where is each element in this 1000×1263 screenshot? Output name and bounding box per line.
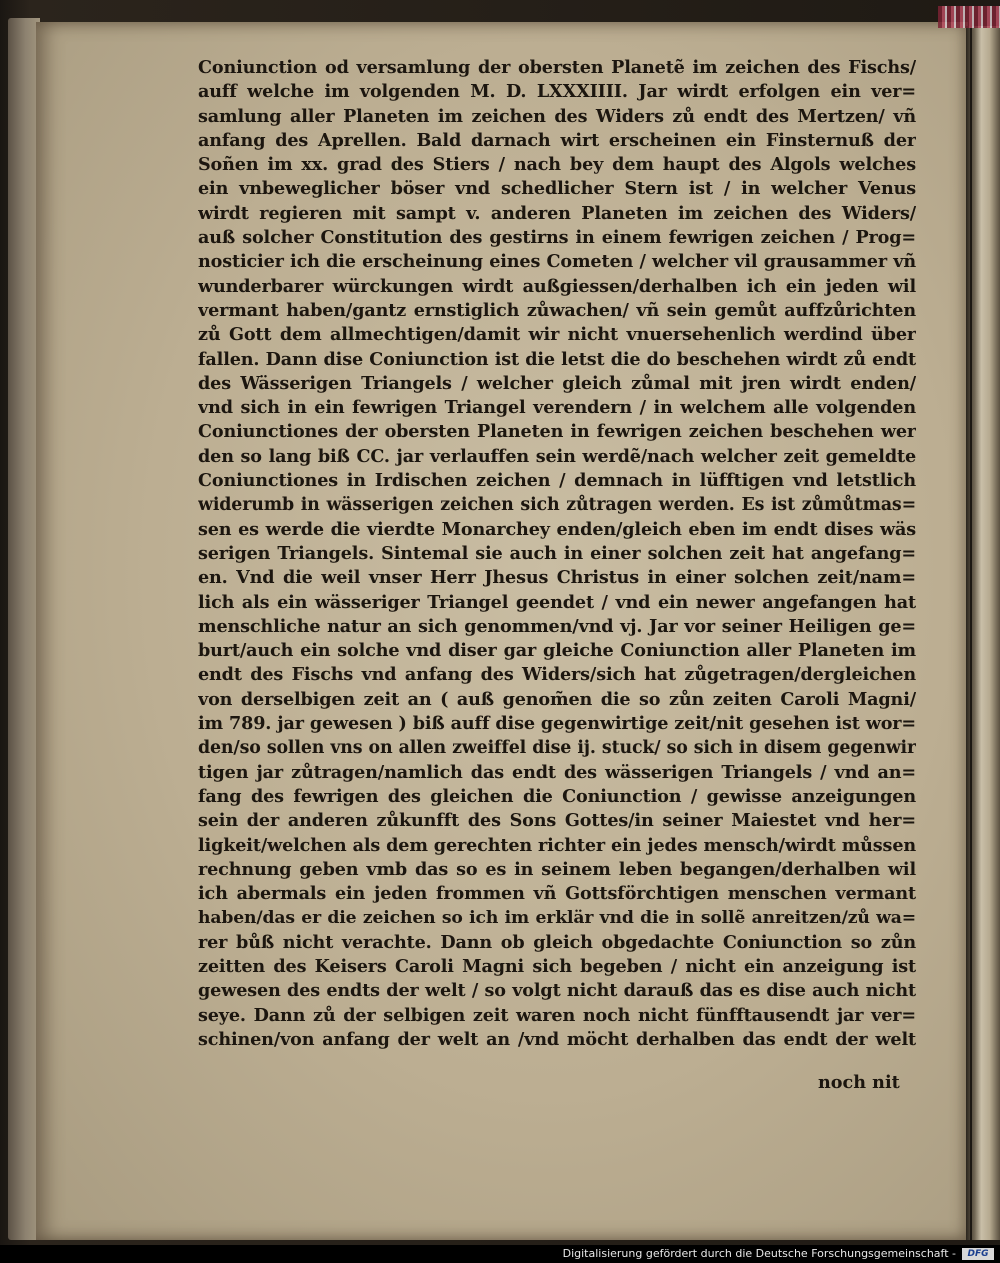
text-line: Coniunction od versamlung der obersten Planetẽ im zeichen des Fischs/ (198, 57, 916, 78)
text-line: wunderbarer würckungen wirdt außgiessen/derhalben ich ein jeden wil (198, 275, 916, 297)
text-line: von derselbigen zeit an ( auß genom̃en die so zůn zeiten Caroli Magni/ (198, 688, 916, 710)
text-line: samlung aller Planeten im zeichen des Widers zů endt des Mertzen/ vñ (198, 105, 916, 127)
text-line: fallen. Dann dise Coniunction ist die letst die do beschehen wirdt zů endt (198, 348, 916, 370)
footer-bar (0, 1245, 1000, 1263)
funding-credit: Digitalisierung gefördert durch die Deutsche Forschungsgemeinschaft - (562, 1247, 956, 1260)
text-line: wirdt regieren mit sampt v. anderen Planeten im zeichen des Widers/ (198, 202, 916, 224)
text-line: ich abermals ein jeden frommen vñ Gottsförchtigen menschen vermant (198, 883, 916, 905)
text-line: endt des Fischs vnd anfang des Widers/sich hat zůgetragen/dergleichen (198, 664, 916, 686)
text-line: schinen/von anfang der welt an /vnd möcht derhalben das endt der welt (198, 1028, 916, 1050)
text-line: den/so sollen vns on allen zweiffel dise ij. stuck/ so sich in disem gegenwir (198, 738, 916, 759)
page-stack-edge (966, 26, 1000, 1240)
text-line: fang des fewrigen des gleichen die Coniunction / gewisse anzeigungen (198, 785, 916, 807)
text-line: auff welche im volgenden M. D. LXXXIIII. Jar wirdt erfolgen ein ver= (198, 81, 916, 103)
text-line: haben/das er die zeichen so ich im erklär vnd die in sollẽ anreitzen/zů wa= (198, 908, 916, 929)
text-line: rechnung geben vmb das so es in seinem leben begangen/derhalben wil (198, 858, 916, 880)
text-line: sen es werde die vierdte Monarchey enden/gleich eben im endt dises wäs (198, 518, 916, 540)
catchword: noch nit (818, 1072, 900, 1093)
text-line: tigen jar zůtragen/namlich das endt des wässerigen Triangels / vnd an= (198, 761, 916, 783)
text-line: sein der anderen zůkunfft des Sons Gottes/in seiner Maiestet vnd her= (198, 810, 916, 832)
text-line: rer bůß nicht verachte. Dann ob gleich obgedachte Coniunction so zůn (198, 931, 916, 953)
text-line: auß solcher Constitution des gestirns in einem fewrigen zeichen / Prog= (198, 227, 916, 249)
text-line: anfang des Aprellen. Bald darnach wirt erscheinen ein Finsternuß der (198, 129, 916, 151)
text-line: Coniunctiones in Irdischen zeichen / demnach in lüfftigen vnd letstlich (198, 470, 916, 492)
text-line: ein vnbeweglicher böser vnd schedlicher Stern ist / in welcher Venus (198, 178, 916, 200)
text-line: den so lang biß CC. jar verlauffen sein werdẽ/nach welcher zeit gemeldte (198, 445, 916, 467)
text-line: serigen Triangels. Sintemal sie auch in einer solchen zeit hat angefang= (198, 542, 916, 564)
text-line: vnd sich in ein fewrigen Triangel verendern / in welchem alle volgenden (198, 397, 916, 419)
text-line: en. Vnd die weil vnser Herr Jhesus Christus in einer solchen zeit/nam= (198, 567, 916, 589)
text-line: nosticier ich die erscheinung eines Cometen / welcher vil grausammer vñ (198, 251, 916, 273)
body-text (198, 56, 916, 1052)
text-line: vermant haben/gantz ernstiglich zůwachen/ vñ sein gemůt auffzůrichten (198, 299, 916, 321)
text-line: des Wässerigen Triangels / welcher gleich zůmal mit jren wirdt enden/ (198, 372, 916, 394)
text-line: lich als ein wässeriger Triangel geendet / vnd ein newer angefangen hat (198, 591, 916, 613)
text-line: gewesen des endts der welt / so volgt nicht darauß das es dise auch nicht (198, 980, 916, 1002)
text-line: seye. Dann zů der selbigen zeit waren noch nicht fünfftausendt jar ver= (198, 1004, 916, 1026)
color-bleed-strip (938, 6, 1000, 28)
text-line: burt/auch ein solche vnd diser gar gleiche Coniunction aller Planeten im (198, 640, 916, 662)
text-line: zeitten des Keisers Caroli Magni sich begeben / nicht ein anzeigung ist (198, 955, 916, 977)
text-line: zů Gott dem allmechtigen/damit wir nicht vnuersehenlich werdind über (198, 324, 916, 346)
text-line: menschliche natur an sich genommen/vnd vj. Jar vor seiner Heiligen ge= (198, 615, 916, 637)
text-line: ligkeit/welchen als dem gerechten richter ein jedes mensch/wirdt můssen (198, 834, 916, 856)
dfg-logo: DFG (962, 1248, 994, 1260)
text-line: Coniunctiones der obersten Planeten in fewrigen zeichen beschehen wer (198, 421, 916, 443)
text-line: im 789. jar gewesen ) biß auff dise gegenwirtige zeit/nit gesehen ist wor= (198, 713, 916, 735)
text-line: Soñen im xx. grad des Stiers / nach bey dem haupt des Algols welches (198, 154, 916, 176)
text-line: widerumb in wässerigen zeichen sich zůtragen werden. Es ist zůmůtmas= (198, 495, 916, 516)
